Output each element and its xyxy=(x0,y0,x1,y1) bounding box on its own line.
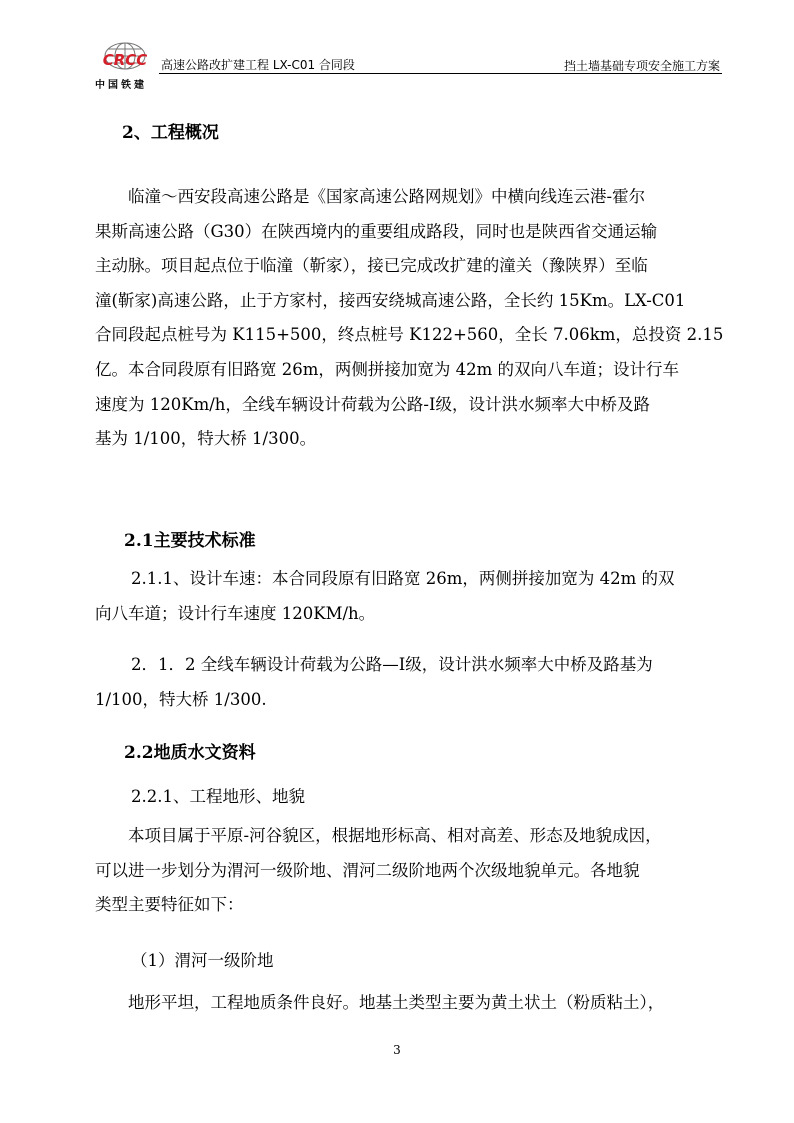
logo-letters: CRCC xyxy=(102,51,148,69)
geology-paragraph xyxy=(95,819,725,923)
section-heading-geology: 2.2地质水文资料 xyxy=(124,743,256,763)
geology-subheading-block xyxy=(95,780,725,815)
logo-caption: 中国铁建 xyxy=(95,80,147,91)
paragraph-line: 2.1.1、设计车速：本合同段原有旧路宽 26m，两侧拼接加宽为 42m 的双 xyxy=(131,569,675,588)
paragraph-line: 亿。本合同段原有旧路宽 26m，两侧拼接加宽为 42m 的双向八车道；设计行车 xyxy=(95,359,680,379)
paragraph-line: 基为 1/100，特大桥 1/300。 xyxy=(95,429,317,449)
paragraph-line: 可以进一步划分为渭河一级阶地、渭河二级阶地两个次级地貌单元。各地貌 xyxy=(95,860,640,880)
crcc-logo xyxy=(95,42,155,92)
project-title: 高速公路改扩建工程 LX-C01 合同段 xyxy=(161,58,355,72)
page-header xyxy=(95,42,722,92)
overview-paragraph xyxy=(95,180,725,457)
paragraph-line: 潼(靳家)高速公路，止于方家村，接西安绕城高速公路，全长约 15Km。LX-C01 xyxy=(95,290,686,310)
section-heading-overview: 2、工程概况 xyxy=(122,123,219,143)
paragraph-line: 本项目属于平原-河谷貌区，根据地形标高、相对高差、形态及地貌成因， xyxy=(128,826,662,845)
paragraph-line: 合同段起点桩号为 K115+500，终点桩号 K122+560，全长 7.06km，总投资 2.15 xyxy=(95,325,724,345)
paragraph-line: 临潼～西安段高速公路是《国家高速公路网规划》中横向线连云港-霍尔 xyxy=(128,187,646,206)
paragraph-line: 速度为 120Km/h，全线车辆设计荷载为公路-Ⅰ级，设计洪水频率大中桥及路 xyxy=(95,394,650,414)
geology-item-text-block xyxy=(95,986,725,1021)
page-number: 3 xyxy=(393,1043,401,1057)
paragraph-line: 2．1．2 全线车辆设计荷载为公路—Ⅰ级，设计洪水频率大中桥及路基为 xyxy=(131,655,653,674)
paragraph-line: 向八车道；设计行车速度 120KM/h。 xyxy=(95,603,376,623)
paragraph-line: 主动脉。项目起点位于临潼（靳家），接已完成改扩建的潼关（豫陕界）至临 xyxy=(95,256,648,276)
paragraph-line: 果斯高速公路（G30）在陕西境内的重要组成路段，同时也是陕西省交通运输 xyxy=(95,221,658,241)
document-title: 挡土墙基础专项安全施工方案 xyxy=(563,59,720,73)
standards-item-1 xyxy=(95,562,725,631)
section-heading-standards: 2.1主要技术标准 xyxy=(124,531,256,551)
item-title: （1）渭河一级阶地 xyxy=(131,951,274,970)
header-divider xyxy=(159,73,722,74)
paragraph-line: 地形平坦，工程地质条件良好。地基土类型主要为黄土状土（粉质粘土）， xyxy=(128,993,665,1012)
standards-item-2 xyxy=(95,648,725,717)
paragraph-line: 1/100，特大桥 1/300. xyxy=(95,689,267,709)
crcc-globe-icon xyxy=(95,42,155,76)
subsection-heading: 2.2.1、工程地形、地貌 xyxy=(131,787,305,806)
paragraph-line: 类型主要特征如下： xyxy=(95,895,244,915)
geology-item-title-block xyxy=(95,944,725,979)
